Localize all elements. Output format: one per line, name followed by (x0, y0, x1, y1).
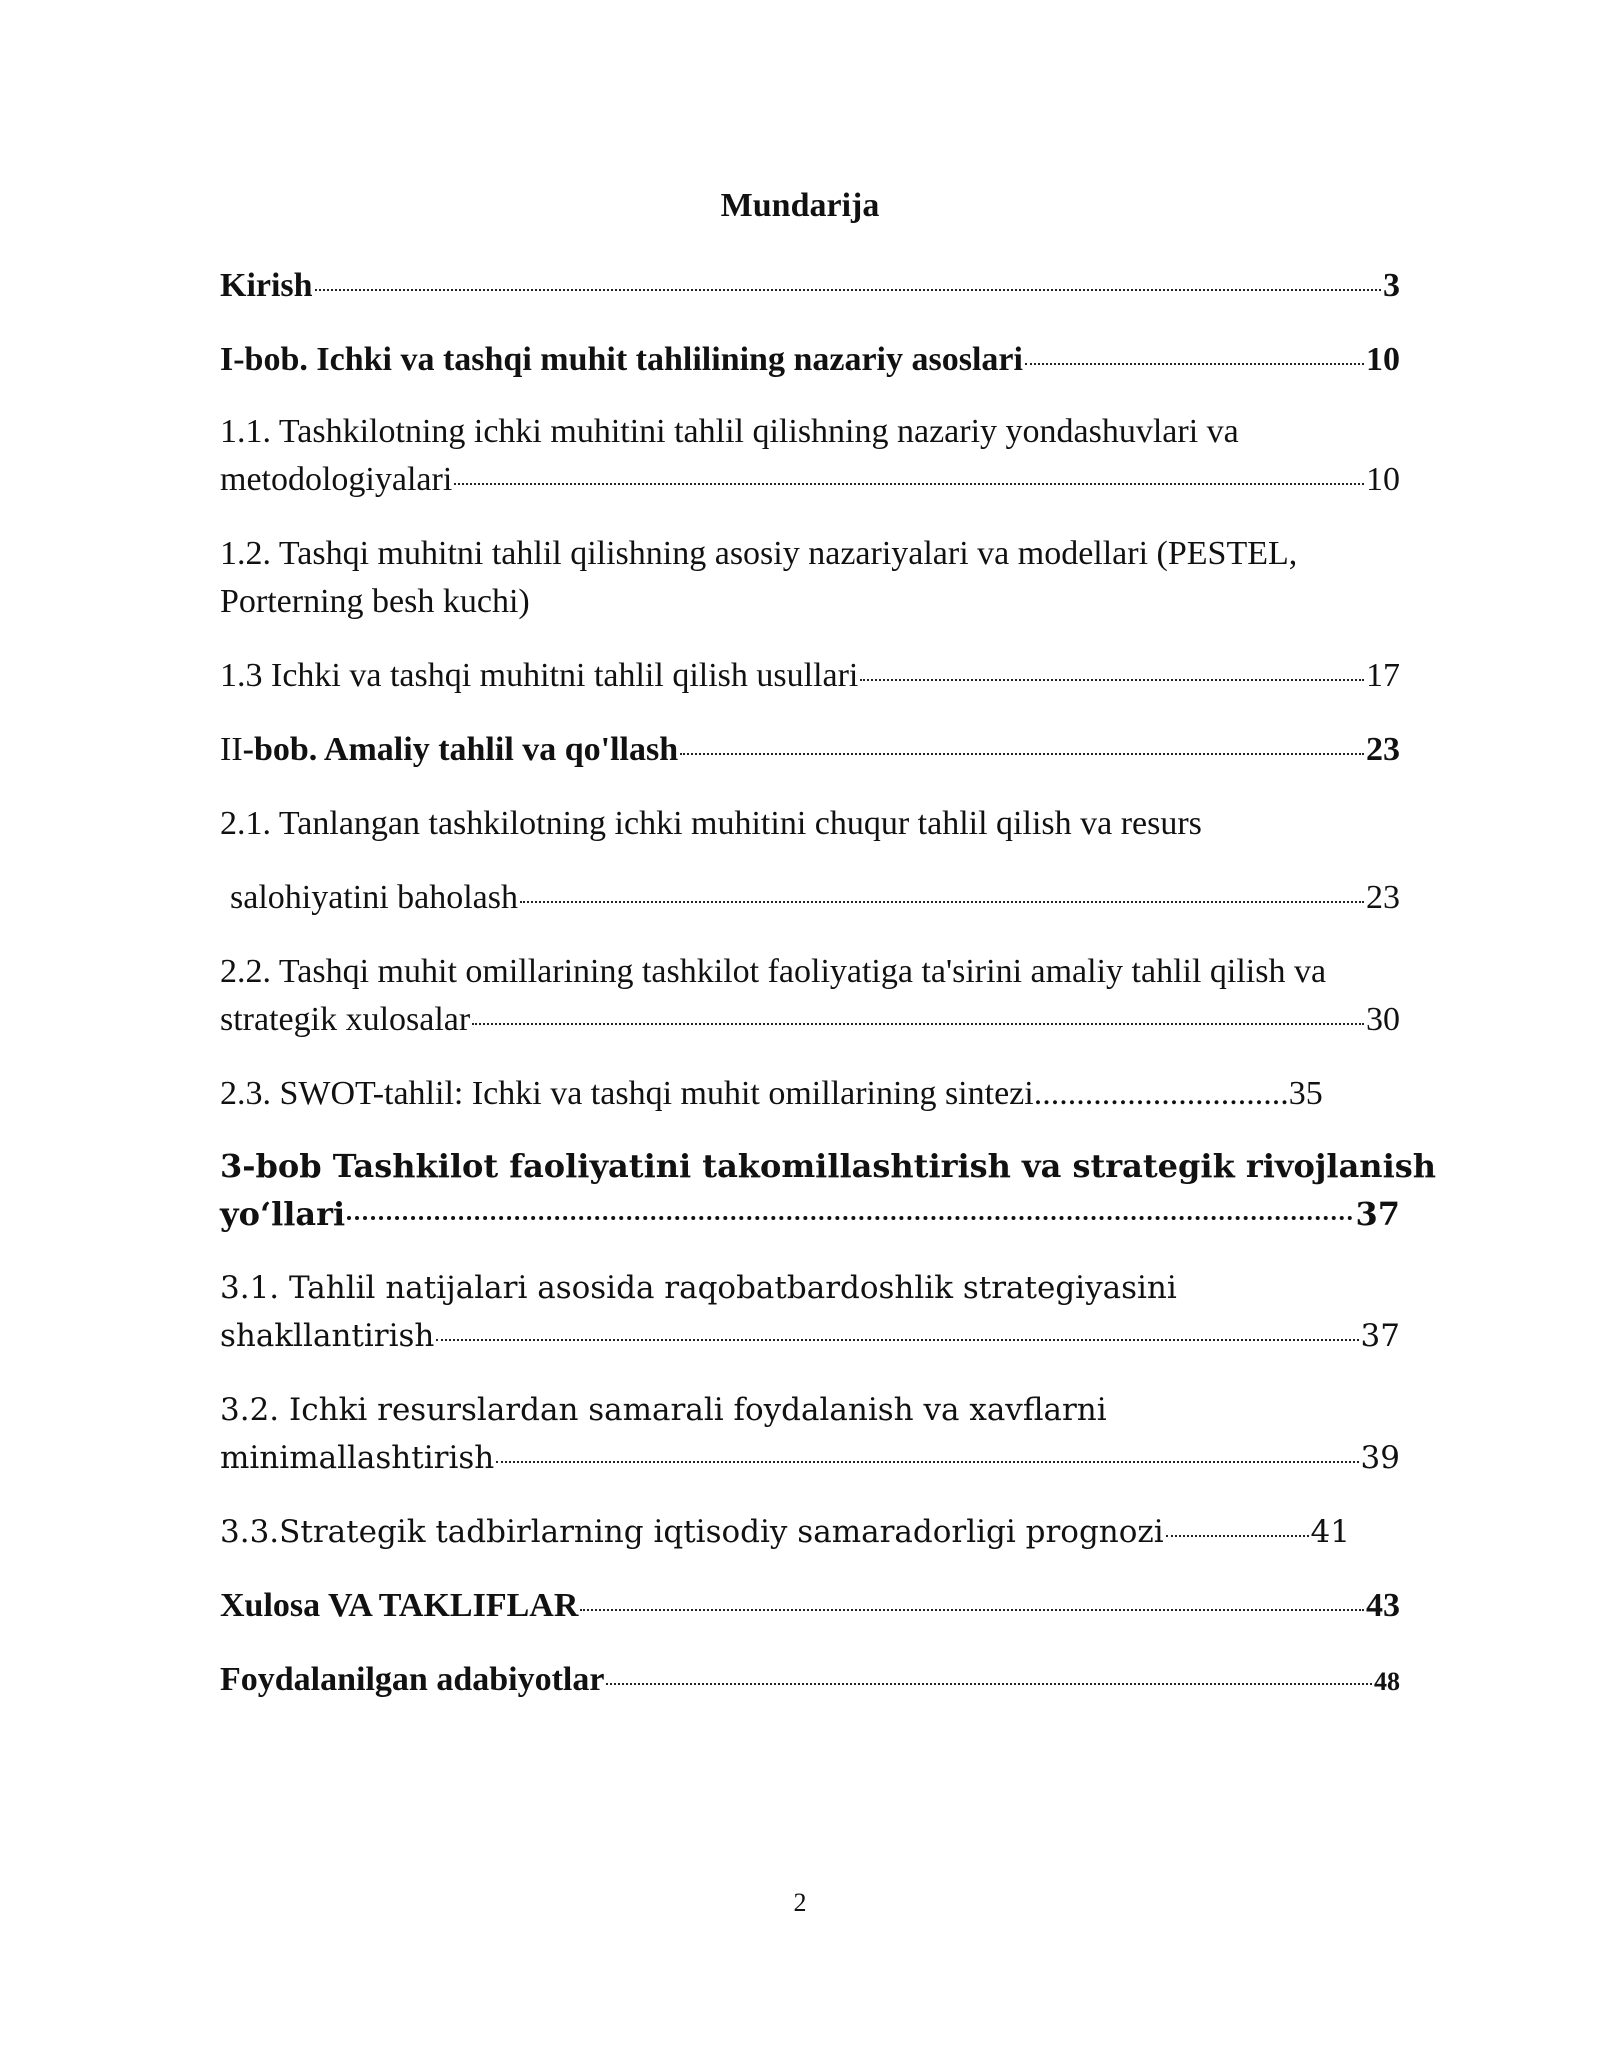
toc-entry-chapter-2[interactable] (220, 726, 1400, 774)
toc-entry-section-2-1[interactable] (220, 800, 1400, 922)
toc-entry-label-line1: 1.2. Tashqi muhitni tahlil qilishning asosiy nazariyalari va modellari (PESTEL, (220, 535, 1298, 572)
toc-entry-section-3-3[interactable] (220, 1508, 1350, 1556)
toc-entry-label: 3.3.Strategik tadbirlarning iqtisodiy samaradorligi prognozi (220, 1514, 1164, 1550)
toc-entry-label: Kirish (220, 267, 313, 304)
dot-leader (436, 1339, 1358, 1341)
dot-leader (606, 1683, 1372, 1685)
toc-entry-section-1-1[interactable] (220, 408, 1400, 504)
toc-entry-label: -bob. Amaliy tahlil va qo'llash (242, 731, 679, 768)
toc-entry-label: Xulosa VA TAKLIFLAR (220, 1587, 579, 1624)
toc-entry-kirish[interactable] (220, 262, 1400, 310)
toc-page-number: 10 (1366, 341, 1400, 378)
toc-entry-references[interactable] (220, 1656, 1400, 1706)
toc-entry-label-line1: 3-bob Tashkilot faoliyatini takomillashtirish va strategik rivojlanish (220, 1147, 1436, 1185)
toc-entry-label: 1.3 Ichki va tashqi muhitni tahlil qilish usullari (220, 657, 859, 694)
toc-page-number: 43 (1366, 1587, 1400, 1624)
toc-page-number: 10 (1366, 461, 1400, 498)
toc-entry-label-line1: 3.1. Tahlil natijalari asosida raqobatbardoshlik strategiyasini (220, 1270, 1177, 1306)
toc-page-number: 23 (1366, 731, 1400, 768)
toc-entry-section-1-3[interactable] (220, 652, 1400, 700)
toc-entry-prefix: II (220, 731, 243, 768)
toc-title: Mundarija (720, 187, 880, 224)
toc-entry-section-1-2[interactable] (220, 530, 1400, 626)
dot-leader (1166, 1535, 1309, 1537)
toc-entry-conclusion[interactable] (220, 1582, 1400, 1630)
page-number: 2 (793, 1888, 807, 1917)
toc-entry-section-3-1[interactable] (220, 1264, 1400, 1360)
toc-entry-chapter-3[interactable] (220, 1142, 1436, 1238)
toc-entry-label-line2: shakllantirish (220, 1318, 435, 1354)
toc-entry-label: Foydalanilgan adabiyotlar (220, 1661, 605, 1698)
dot-leader (496, 1461, 1358, 1463)
toc-page-number: 3 (1383, 267, 1400, 304)
toc-entry-label-line1: 2.1. Tanlangan tashkilotning ichki muhitini chuqur tahlil qilish va resurs (220, 805, 1202, 842)
toc-entry-section-2-3[interactable] (220, 1070, 1400, 1118)
toc-entry-label-line2: yo‘llari (220, 1195, 346, 1233)
toc-entry-label: 2.3. SWOT-tahlil: Ichki va tashqi muhit omillarining sintezi..............................35 (220, 1075, 1323, 1112)
toc-entry-chapter-1[interactable] (220, 336, 1400, 384)
toc-page-number: 41 (1310, 1514, 1350, 1550)
toc-entry-label: I-bob. Ichki va tashqi muhit tahlilining nazariy asoslari (220, 341, 1023, 378)
toc-page-number: 17 (1366, 657, 1400, 694)
dot-leader (860, 679, 1364, 681)
toc-entry-label-line2: salohiyatini baholash (230, 879, 519, 916)
dot-leader (347, 1216, 1353, 1220)
dot-leader (580, 1609, 1364, 1611)
toc-entry-label-line2: strategik xulosalar (220, 1001, 471, 1038)
toc-entry-section-2-2[interactable] (220, 948, 1400, 1044)
toc-entry-label-line2: Porterning besh kuchi) (220, 583, 530, 620)
dot-leader (454, 483, 1364, 485)
dot-leader (315, 289, 1381, 291)
dot-leader (520, 901, 1364, 903)
toc-entry-label-line1: 3.2. Ichki resurslardan samarali foydalanish va xavflarni (220, 1392, 1107, 1428)
toc-page-number: 23 (1366, 879, 1400, 916)
toc-entry-label-line2: metodologiyalari (220, 461, 453, 498)
toc-entry-label-line1: 2.2. Tashqi muhit omillarining tashkilot faoliyatiga ta'sirini amaliy tahlil qilish va (220, 953, 1327, 990)
toc-page-number: 48 (1374, 1667, 1400, 1696)
toc-entry-label-line2: minimallashtirish (220, 1440, 495, 1476)
toc-page-number: 30 (1366, 1001, 1400, 1038)
toc-page-number: 37 (1360, 1318, 1400, 1354)
dot-leader (680, 753, 1364, 755)
toc-page-number: 37 (1355, 1195, 1400, 1233)
dot-leader (1025, 363, 1364, 365)
dot-leader (472, 1023, 1364, 1025)
toc-page-number: 39 (1360, 1440, 1400, 1476)
toc-entry-section-3-2[interactable] (220, 1386, 1400, 1482)
toc-entry-label-line1: 1.1. Tashkilotning ichki muhitini tahlil qilishning nazariy yondashuvlari va (220, 413, 1239, 450)
